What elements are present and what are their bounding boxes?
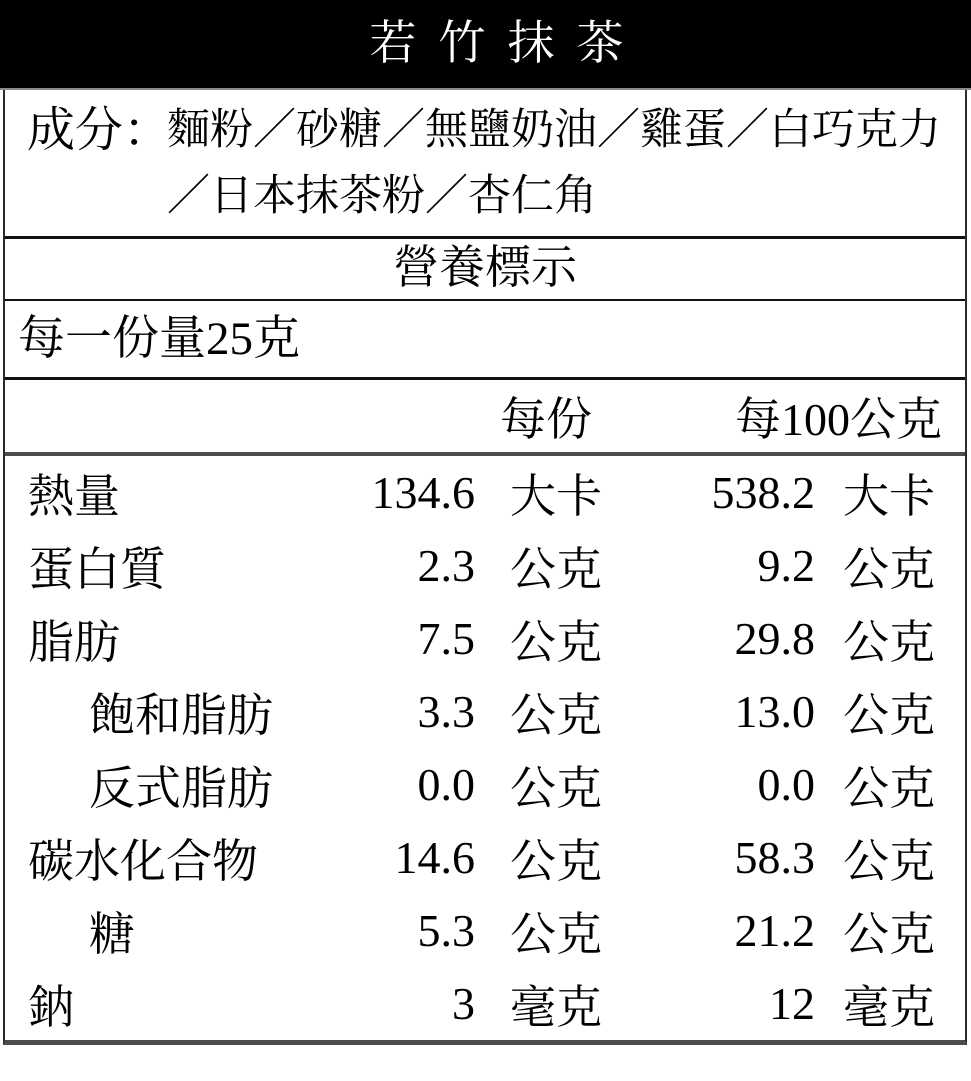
column-per-serving: 每份 xyxy=(500,394,592,445)
per-100g-unit: 公克 xyxy=(843,762,935,814)
per-serving-unit: 公克 xyxy=(510,543,602,595)
nutrition-row xyxy=(5,675,965,748)
per-100g-unit: 公克 xyxy=(843,908,935,960)
per-serving-unit: 公克 xyxy=(510,908,602,960)
nutrient-name: 蛋白質 xyxy=(28,543,166,595)
per-100g-value: 0.0 xyxy=(757,759,815,810)
nutrition-rows xyxy=(5,456,965,1040)
nutrient-name: 碳水化合物 xyxy=(28,835,258,887)
per-serving-unit: 公克 xyxy=(510,762,602,814)
nutrient-name: 鈉 xyxy=(28,981,74,1033)
per-100g-value: 13.0 xyxy=(734,686,815,737)
nutrition-row xyxy=(5,967,965,1040)
label-panel xyxy=(3,90,967,1045)
per-serving-value: 0.0 xyxy=(417,759,475,810)
nutrition-facts-heading: 營養標示 xyxy=(5,239,965,301)
per-serving-unit: 毫克 xyxy=(510,981,602,1033)
nutrient-name: 飽和脂肪 xyxy=(89,689,273,741)
ingredients-label: 成分： xyxy=(27,104,172,157)
column-per-100g: 每100公克 xyxy=(735,394,942,445)
product-title: 若竹抹茶 xyxy=(369,17,646,70)
nutrition-row xyxy=(5,602,965,675)
per-serving-value: 2.3 xyxy=(417,540,475,591)
per-100g-unit: 大卡 xyxy=(843,470,935,522)
ingredients-line-2: ／日本抹茶粉／杏仁角 xyxy=(167,173,597,220)
per-serving-value: 3.3 xyxy=(417,686,475,737)
nutrition-row xyxy=(5,821,965,894)
product-title-bar xyxy=(0,0,971,90)
per-100g-unit: 公克 xyxy=(843,835,935,887)
ingredients-section xyxy=(5,90,965,239)
nutrient-name: 脂肪 xyxy=(28,616,120,668)
ingredients-text xyxy=(167,98,959,236)
per-serving-value: 3 xyxy=(452,978,475,1029)
per-100g-unit: 毫克 xyxy=(843,981,935,1033)
per-100g-unit: 公克 xyxy=(843,543,935,595)
nutrition-row xyxy=(5,748,965,821)
per-serving-unit: 公克 xyxy=(510,835,602,887)
per-100g-value: 21.2 xyxy=(734,905,815,956)
per-serving-unit: 大卡 xyxy=(510,470,602,522)
nutrient-name: 反式脂肪 xyxy=(89,762,273,814)
nutrition-row xyxy=(5,894,965,967)
nutrition-row xyxy=(5,456,965,529)
serving-size: 每一份量25克 xyxy=(5,301,965,380)
per-100g-value: 12 xyxy=(769,978,815,1029)
per-100g-value: 29.8 xyxy=(734,613,815,664)
nutrient-name: 糖 xyxy=(89,908,135,960)
column-header-row xyxy=(5,380,965,456)
ingredients-line-1: 麵粉／砂糖／無鹽奶油／雞蛋／白巧克力 xyxy=(167,107,941,154)
per-100g-value: 9.2 xyxy=(757,540,815,591)
per-serving-value: 14.6 xyxy=(394,832,475,883)
per-serving-value: 134.6 xyxy=(371,467,475,518)
per-serving-value: 5.3 xyxy=(417,905,475,956)
nutrition-row xyxy=(5,529,965,602)
per-100g-value: 58.3 xyxy=(734,832,815,883)
per-100g-value: 538.2 xyxy=(711,467,815,518)
nutrient-name: 熱量 xyxy=(28,470,120,522)
per-serving-unit: 公克 xyxy=(510,616,602,668)
per-serving-unit: 公克 xyxy=(510,689,602,741)
per-serving-value: 7.5 xyxy=(417,613,475,664)
per-100g-unit: 公克 xyxy=(843,616,935,668)
per-100g-unit: 公克 xyxy=(843,689,935,741)
